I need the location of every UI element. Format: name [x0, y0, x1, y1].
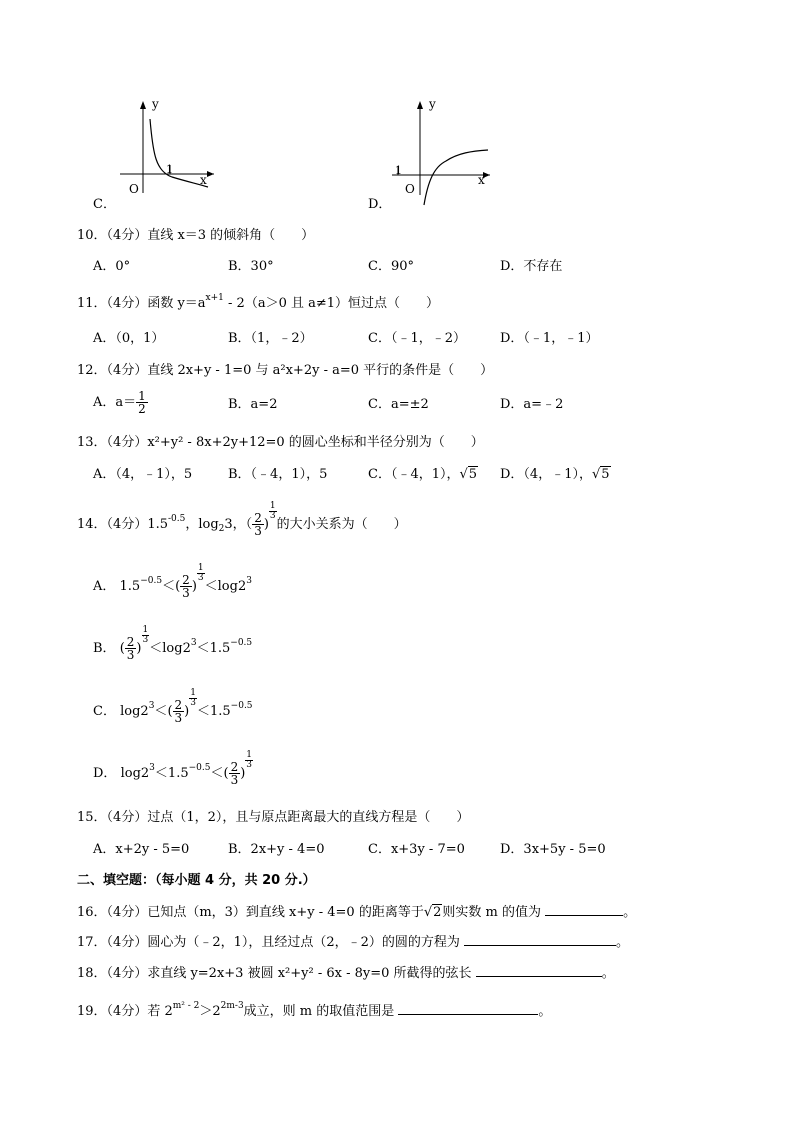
q14-d-log-base: 2	[140, 766, 150, 781]
q14-d-log-arg: 3	[149, 763, 155, 773]
q14-b-frac-den: 3	[126, 648, 135, 662]
q14-a-supfrac-num: 1	[197, 563, 204, 573]
q14-a-lt2: ＜	[204, 579, 218, 594]
q14-c-supfrac-num: 1	[190, 688, 196, 698]
q14-c-exp: −0.5	[230, 701, 253, 711]
q14-c-supfrac-den: 3	[190, 698, 196, 708]
q14-supfrac	[269, 502, 277, 521]
q12-option-d: D．a=﹣2	[500, 397, 564, 412]
graph-d-tick: 1	[395, 164, 402, 177]
q10-option-b: B．30°	[228, 259, 274, 274]
q11-stem-post: - 2（a＞0 且 a≠1）恒过点（ ）	[223, 296, 440, 311]
q14-d-frac-num: 2	[230, 760, 239, 774]
graph-d-origin: O	[405, 182, 415, 196]
q13-option-c-pre: C．（﹣4，1），	[368, 467, 460, 482]
q14-frac	[252, 512, 264, 537]
q18-answer-blank[interactable]	[476, 965, 602, 977]
q10-option-d: D．不存在	[500, 259, 563, 274]
q14-a-log-base: 2	[237, 579, 247, 594]
q14-a-log: log	[217, 579, 238, 594]
q14-pre: 14．（4分）1.5	[77, 517, 168, 532]
q14-b-log: log	[162, 641, 183, 656]
q11-option-d: D．（﹣1，﹣1）	[500, 331, 599, 346]
q14-stem: 14．（4分）$1.5^{-0.5}$，$\log_23$，（ $\frac{2}{3}$ ) $\frac{1}{3}$ 的大小关系为（ ）	[77, 501, 407, 538]
q14-d-frac	[229, 761, 241, 786]
sqrt-icon: √	[591, 467, 601, 482]
q14-d-lt2: ＜	[210, 766, 224, 781]
q17-answer-blank[interactable]	[464, 934, 616, 946]
graph-d-y: y	[429, 97, 436, 111]
q16	[77, 904, 636, 921]
q12-option-a	[93, 388, 148, 418]
q16-end: 。	[623, 905, 637, 920]
q14-option-a: A． $1.5^{-0.5}<$( $\frac{2}{3}$ ) $\frac{1}{3}$ $<\log 2^3$	[93, 563, 252, 600]
graph-c-label: C．	[93, 197, 116, 212]
q14-d-base: 1.5	[167, 766, 189, 781]
q13-c-radicand: 5	[468, 467, 478, 482]
q16-post: 则实数 m 的值为	[442, 905, 542, 920]
q12-stem: 12．（4分）直线 2x+y - 1=0 与 a²x+2y - a=0 平行的条件是（ ）	[77, 363, 494, 378]
q15-stem: 15．（4分）过点（1，2），且与原点距离最大的直线方程是（ ）	[77, 810, 470, 825]
q17-pre: 17．（4分）圆心为（﹣2，1），且经过点（2，﹣2）的圆的方程为	[77, 935, 460, 950]
q12-option-c: C．a=±2	[368, 397, 429, 412]
q14-b-log-base: 2	[182, 641, 191, 656]
q14-mid: ，log	[185, 517, 219, 532]
q11-option-c: C．（﹣1，﹣2）	[368, 331, 466, 346]
q17	[77, 934, 629, 951]
q14-frac-num: 2	[254, 511, 262, 525]
graph-c	[110, 95, 230, 195]
q14-b-supfrac-num: 1	[142, 625, 149, 635]
graph-c-origin: O	[129, 182, 139, 196]
q14-d-supfrac-num: 1	[246, 750, 253, 760]
q14-a-lt1: ＜	[162, 579, 176, 594]
q14-mid2: 3，（	[224, 517, 253, 532]
q11-stem	[77, 293, 440, 313]
q14-c-frac-den: 3	[174, 711, 183, 725]
q12-a-num: 1	[138, 389, 146, 403]
q19-answer-blank[interactable]	[398, 1003, 538, 1015]
q10-stem: 10．（4分）直线 x＝3 的倾斜角（ ）	[77, 228, 315, 243]
q19-gt: ＞2	[199, 1004, 221, 1019]
q14-d-exp: −0.5	[188, 763, 211, 773]
q14-c-lt2: ＜	[196, 704, 210, 719]
q15-option-a: A．x+2y - 5=0	[93, 842, 190, 857]
q14-sub: 2	[218, 524, 225, 534]
q14-b-frac-num: 2	[126, 635, 135, 649]
q18-pre: 18．（4分）求直线 y=2x+3 被圆 x²+y² - 6x - 8y=0 所截得的弦长	[77, 966, 472, 981]
q14-b-supfrac-den: 3	[142, 635, 149, 645]
sqrt-icon: √	[423, 905, 433, 920]
q18	[77, 965, 615, 982]
q14-a-exp: −0.5	[140, 576, 163, 586]
q14-supfrac-den: 3	[269, 511, 276, 521]
q14-supfrac-num: 1	[269, 501, 276, 511]
q16-answer-blank[interactable]	[545, 904, 623, 916]
q14-d-label: D．	[93, 766, 117, 781]
q16-pre: 16．（4分）已知点（m，3）到直线 x+y - 4=0 的距离等于	[77, 905, 424, 920]
q14-option-b: B． ( $\frac{2}{3}$ ) $\frac{1}{3}$ $<\log 2^3<1.5^{-0.5}$	[93, 625, 253, 662]
q14-b-frac	[125, 636, 137, 661]
q13-option-c	[368, 467, 478, 483]
q14-a-log-arg: 3	[246, 576, 252, 586]
q11-option-a: A．（0，1）	[93, 331, 165, 346]
q13-stem: 13．（4分）x²+y² - 8x+2y+12=0 的圆心坐标和半径分别为（ ）	[77, 435, 484, 450]
q16-radicand: 2	[433, 905, 442, 920]
q12-a-den: 2	[138, 402, 146, 416]
q19-post: 成立，则 m 的取值范围是	[243, 1004, 395, 1019]
q15-option-b: B．2x+y - 4=0	[228, 842, 325, 857]
q14-c-frac	[173, 699, 185, 724]
q13-option-a: A．（4，﹣1），5	[93, 467, 193, 482]
q14-c-log: log	[120, 704, 141, 719]
q12-option-a-frac	[136, 390, 148, 415]
graph-c-x: x	[200, 173, 207, 187]
graph-d-x: x	[478, 173, 485, 187]
graph-c-tick: 1	[166, 163, 173, 176]
q14-c-base: 1.5	[209, 704, 231, 719]
q14-c-lt1: ＜	[154, 704, 168, 719]
q14-a-base: 1.5	[119, 579, 141, 594]
q19-exp2: 2m-3	[220, 1001, 244, 1011]
q19-pre: 19．（4分）若 2	[77, 1004, 173, 1019]
q14-c-label: C．	[93, 704, 116, 719]
q14-b-supfrac	[142, 626, 150, 645]
q14-b-label: B．	[93, 641, 116, 656]
q14-option-d: D． $\log 2^3<1.5^{-0.5}<$( $\frac{2}{3}$ ) $\frac{1}{3}$	[93, 750, 253, 787]
q12-option-a-pre: A．a＝	[93, 395, 137, 410]
q14-a-supfrac	[197, 564, 205, 583]
q12-option-b: B．a=2	[228, 397, 278, 412]
q14-exp1: -0.5	[168, 514, 186, 524]
section-2-title: 二、填空题：（每小题 4 分，共 20 分.）	[77, 873, 316, 888]
q19-exp1: m² - 2	[172, 1001, 200, 1011]
q14-a-frac	[180, 574, 192, 599]
q14-a-supfrac-den: 3	[197, 573, 204, 583]
q14-d-supfrac	[245, 751, 253, 770]
q14-d-supfrac-den: 3	[246, 760, 253, 770]
q14-c-log-arg: 3	[148, 701, 155, 711]
q10-option-c: C．90°	[368, 259, 414, 274]
q11-option-b: B．（1，﹣2）	[228, 331, 313, 346]
q13-option-b: B．（﹣4，1），5	[228, 467, 328, 482]
q14-c-log-base: 2	[140, 704, 149, 719]
q19	[77, 1003, 551, 1021]
q14-b-base: 1.5	[209, 641, 231, 656]
q10-option-a: A．0°	[93, 259, 131, 274]
q18-end: 。	[601, 966, 615, 981]
graph-c-y: y	[152, 97, 159, 111]
q14-d-lt1: ＜	[154, 766, 168, 781]
q14-post: 的大小关系为（ ）	[276, 517, 407, 532]
q11-stem-pre: 11．（4分）函数 y＝a	[77, 296, 206, 311]
graph-d-label: D．	[368, 197, 392, 212]
q13-d-radicand: 5	[601, 467, 610, 482]
q17-end: 。	[616, 935, 630, 950]
q14-b-exp: −0.5	[230, 638, 253, 648]
q15-option-d: D．3x+5y - 5=0	[500, 842, 606, 857]
q14-frac-den: 3	[254, 524, 262, 538]
q13-option-d	[500, 467, 611, 483]
q14-c-supfrac	[189, 689, 197, 708]
q15-option-c: C．x+3y - 7=0	[368, 842, 465, 857]
q13-option-d-pre: D．（4，﹣1），	[500, 467, 592, 482]
q14-c-frac-num: 2	[174, 698, 183, 712]
q19-end: 。	[538, 1004, 552, 1019]
q14-b-lt1: ＜	[149, 641, 163, 656]
sqrt-icon: √	[459, 467, 468, 482]
q14-option-c: C． $\log 2^3<$( $\frac{2}{3}$ ) $\frac{1}{3}$ $<1.5^{-0.5}$	[93, 688, 253, 725]
q14-d-log: log	[120, 766, 141, 781]
q14-d-frac-den: 3	[230, 773, 239, 787]
q14-a-label: A．	[93, 579, 116, 594]
q14-a-frac-num: 2	[182, 573, 190, 587]
q14-a-frac-den: 3	[182, 586, 190, 600]
q14-b-log-arg: 3	[190, 638, 197, 648]
q14-b-lt2: ＜	[196, 641, 210, 656]
q11-stem-sup: x+1	[205, 293, 224, 303]
